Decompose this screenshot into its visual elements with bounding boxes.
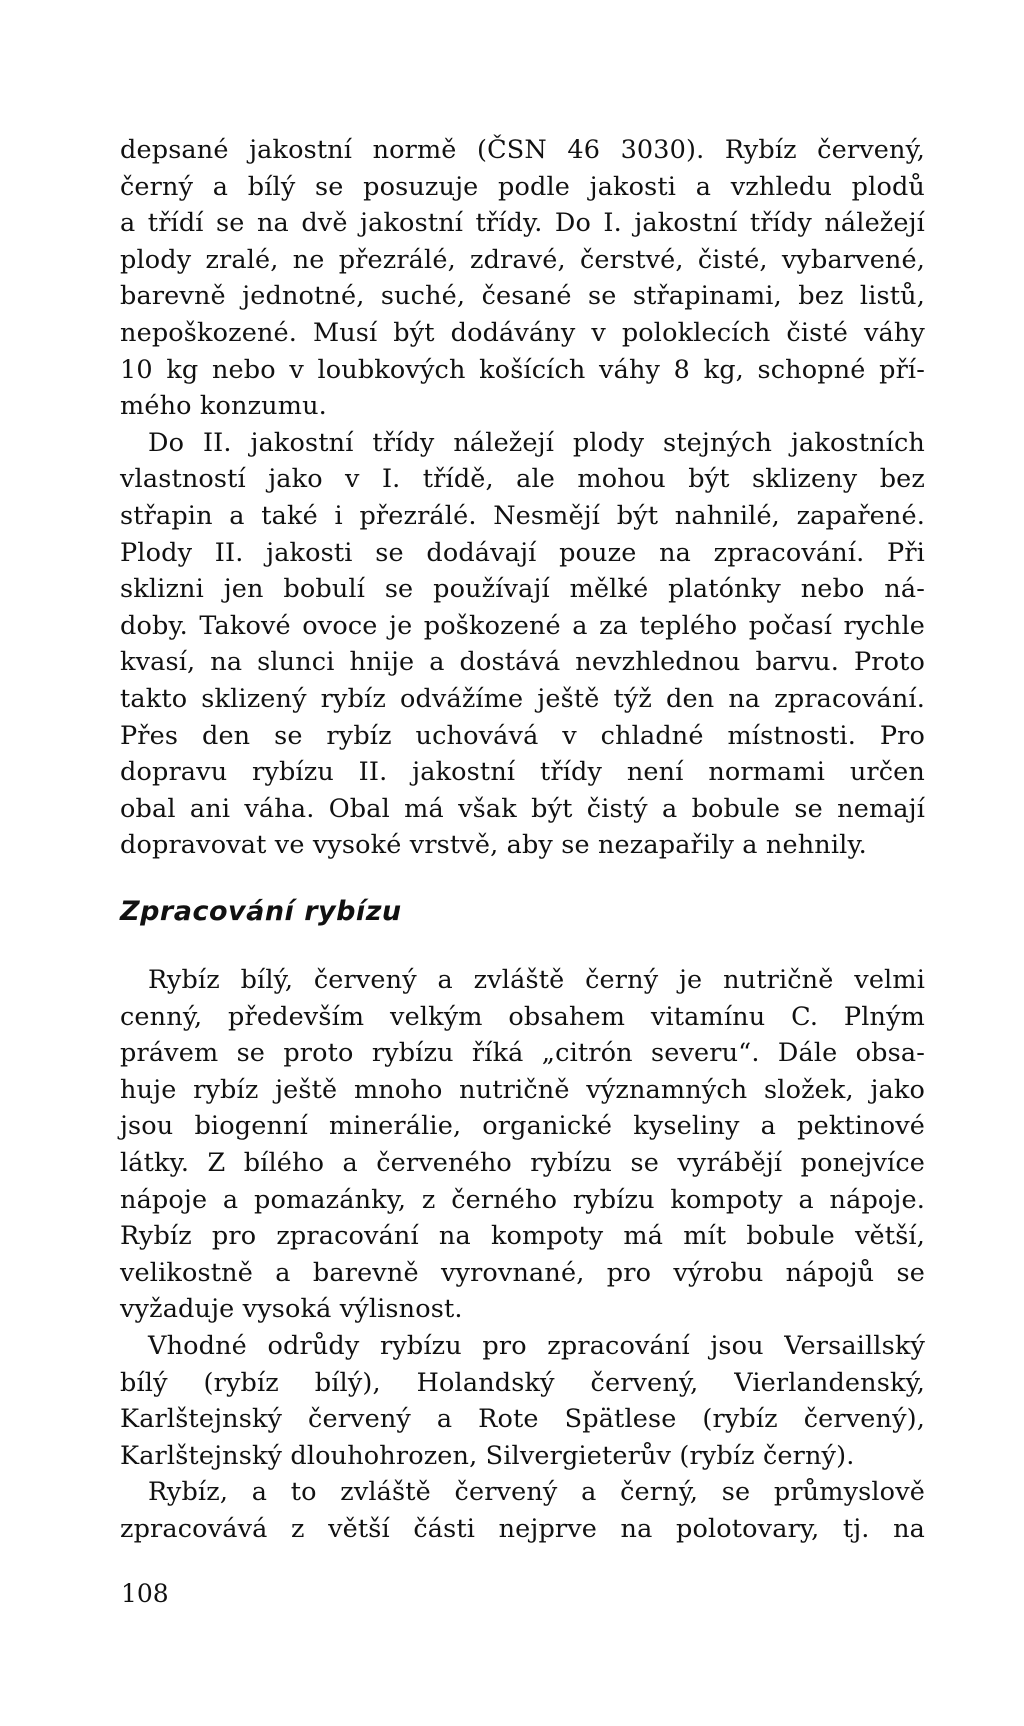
text-line: Do II. jakostní třídy náležejí plody stejných jakostních bbox=[148, 427, 925, 458]
text-line: doby. Takové ovoce je poškozené a za teplého počasí rychle bbox=[120, 610, 925, 641]
paragraph-3 bbox=[120, 962, 925, 1328]
text-line: Rybíz, a to zvláště červený a černý, se průmyslově bbox=[148, 1477, 925, 1508]
text-line: kvasí, na slunci hnije a dostává nevzhlednou barvu. Proto bbox=[120, 647, 925, 678]
text-block-lower bbox=[120, 962, 925, 1548]
text-line: Vhodné odrůdy rybízu pro zpracování jsou Versaillský bbox=[148, 1330, 925, 1361]
text-line: huje rybíz ještě mnoho nutričně významných složek, jako bbox=[120, 1074, 925, 1105]
paragraph-2 bbox=[120, 425, 925, 864]
text-line: střapin a také i přezrálé. Nesmějí být nahnilé, zapařené. bbox=[120, 500, 925, 531]
text-line: látky. Z bílého a červeného rybízu se vyrábějí ponejvíce bbox=[120, 1147, 925, 1178]
text-line: vlastností jako v I. třídě, ale mohou být sklizeny bez bbox=[120, 464, 925, 495]
text-line: Rybíz pro zpracování na kompoty má mít bobule větší, bbox=[120, 1221, 925, 1252]
text-line: černý a bílý se posuzuje podle jakosti a vzhledu plodů bbox=[120, 171, 925, 202]
text-line: cenný, především velkým obsahem vitamínu C. Plným bbox=[120, 1001, 925, 1032]
text-line: Přes den se rybíz uchovává v chladné místnosti. Pro bbox=[120, 720, 925, 751]
text-line: jsou biogenní minerálie, organické kyseliny a pektinové bbox=[120, 1111, 925, 1142]
text-line: Rybíz bílý, červený a zvláště černý je nutričně velmi bbox=[148, 965, 925, 995]
paragraph-1 bbox=[120, 132, 925, 425]
text-line: dopravu rybízu II. jakostní třídy není normami určen bbox=[120, 757, 925, 788]
text-line: takto sklizený rybíz odvážíme ještě týž den na zpracování. bbox=[120, 683, 925, 714]
text-block-upper bbox=[120, 132, 925, 864]
text-line: zpracovává z větší části nejprve na polotovary, tj. na bbox=[120, 1513, 925, 1544]
text-line: dopravovat ve vysoké vrstvě, aby se nezapařily a nehnily. bbox=[120, 830, 867, 861]
text-line: Plody II. jakosti se dodávají pouze na zpracování. Při bbox=[120, 537, 925, 568]
paragraph-4 bbox=[120, 1328, 925, 1474]
text-line: mého konzumu. bbox=[120, 391, 327, 422]
text-line: nápoje a pomazánky, z černého rybízu kompoty a nápoje. bbox=[120, 1184, 925, 1215]
text-line: barevně jednotné, suché, česané se střapinami, bez listů, bbox=[120, 281, 925, 312]
text-line: Karlštejnský červený a Rote Spätlese (rybíz červený), bbox=[120, 1404, 925, 1435]
text-line: právem se proto rybízu říká „citrón severu“. Dále obsa- bbox=[120, 1038, 925, 1069]
text-line: bílý (rybíz bílý), Holandský červený, Vierlandenský, bbox=[120, 1367, 925, 1398]
text-line: a třídí se na dvě jakostní třídy. Do I. jakostní třídy náležejí bbox=[120, 208, 925, 239]
paragraph-5 bbox=[120, 1474, 925, 1547]
text-line: obal ani váha. Obal má však být čistý a bobule se nemají bbox=[120, 793, 925, 824]
section-heading: Zpracování rybízu bbox=[120, 896, 402, 927]
text-line: sklizni jen bobulí se používají mělké platónky nebo ná- bbox=[120, 574, 925, 605]
text-line: vyžaduje vysoká výlisnost. bbox=[120, 1294, 463, 1325]
text-line: depsané jakostní normě (ČSN 46 3030). Rybíz červený, bbox=[120, 135, 925, 165]
text-line: plody zralé, ne přezrálé, zdravé, čerstvé, čisté, vybarvené, bbox=[120, 244, 925, 275]
text-line: 10 kg nebo v loubkových košících váhy 8 kg, schopné pří- bbox=[120, 354, 925, 385]
text-line: Karlštejnský dlouhohrozen, Silvergieterův (rybíz černý). bbox=[120, 1440, 855, 1471]
text-line: velikostně a barevně vyrovnané, pro výrobu nápojů se bbox=[120, 1257, 925, 1288]
text-line: nepoškozené. Musí být dodávány v poloklecích čisté váhy bbox=[120, 317, 925, 348]
page-number: 108 bbox=[121, 1579, 169, 1608]
